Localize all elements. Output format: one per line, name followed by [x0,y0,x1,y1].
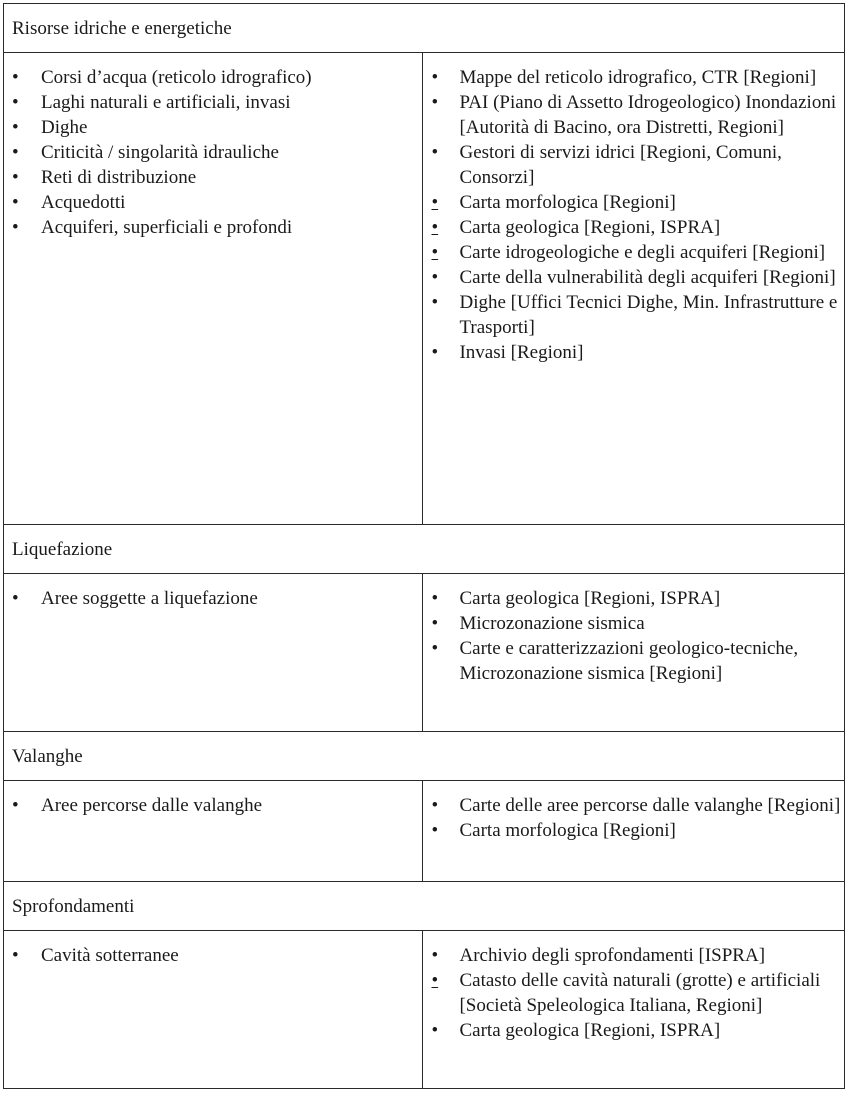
list-item [423,586,844,611]
bullet-icon: • [431,267,439,288]
list-item-text: Carta geologica [Regioni, ISPRA] [459,588,721,609]
sources-cell [423,53,845,525]
list-item-text: Carte e caratterizzazioni geologico-tecniche, Microzonazione sismica [Regioni] [459,638,799,684]
list-item-text: Microzonazione sismica [459,613,645,634]
list-item-text: Corsi d’acqua (reticolo idrografico) [41,67,312,88]
list-item [4,165,422,190]
bullet-icon: • [12,945,19,966]
list-item-text: Aree percorse dalle valanghe [41,795,263,816]
list-item [4,65,422,90]
bullet-icon: • [431,242,439,263]
section-title: Liquefazione [12,539,113,560]
list-item-text: Criticità / singolarità idrauliche [41,142,279,163]
bullet-icon: • [431,342,439,363]
list-item [4,586,422,611]
bullet-icon: • [431,192,439,213]
section-title: Valanghe [12,746,83,767]
list-item [423,968,844,1018]
section-content-row [4,53,845,525]
section-header-row [4,525,845,574]
list-item [423,943,844,968]
bullet-icon: • [431,613,439,634]
sources-list [423,931,844,1043]
bullet-icon: • [431,292,439,313]
list-item [4,215,422,240]
section-content-row [4,931,845,1089]
list-item-text: Gestori di servizi idrici [Regioni, Comuni, Consorzi] [459,142,782,188]
list-item [423,90,844,140]
list-item [4,90,422,115]
list-item [423,818,844,843]
list-item-text: Reti di distribuzione [41,167,197,188]
list-item [4,943,422,968]
list-item-text: PAI (Piano di Assetto Idrogeologico) Inondazioni [Autorità di Bacino, ora Distretti, Regioni] [459,92,837,138]
sources-cell [423,574,845,732]
bullet-icon: • [431,970,439,991]
list-item [423,240,844,265]
list-item-text: Laghi naturali e artificiali, invasi [41,92,291,113]
section-content-row [4,781,845,882]
list-item [423,215,844,240]
bullet-icon: • [12,67,19,88]
bullet-icon: • [12,588,19,609]
sources-list [423,53,844,365]
bullet-icon: • [12,117,19,138]
list-item [4,115,422,140]
list-item [423,290,844,340]
bullet-icon: • [431,1020,439,1041]
phenomena-list [4,574,422,611]
list-item-text: Carte della vulnerabilità degli acquiferi [Regioni] [459,267,836,288]
list-item [4,190,422,215]
list-item-text: Carta geologica [Regioni, ISPRA] [459,1020,721,1041]
phenomena-list [4,931,422,968]
list-item-text: Carte delle aree percorse dalle valanghe [Regioni] [459,795,841,816]
phenomena-cell [4,53,423,525]
phenomena-list [4,53,422,240]
section-content-row [4,574,845,732]
list-item [423,140,844,190]
bullet-icon: • [12,217,19,238]
bullet-icon: • [12,192,19,213]
bullet-icon: • [431,945,439,966]
list-item [423,1018,844,1043]
bullet-icon: • [431,588,439,609]
sources-cell [423,781,845,882]
data-sources-table [3,3,845,1089]
sources-cell [423,931,845,1089]
list-item [423,340,844,365]
bullet-icon: • [431,217,439,238]
list-item-text: Carte idrogeologiche e degli acquiferi [Regioni] [459,242,826,263]
list-item-text: Cavità sotterranee [41,945,179,966]
list-item-text: Archivio degli sprofondamenti [ISPRA] [459,945,766,966]
section-header-cell [4,732,845,781]
sources-list [423,781,844,843]
bullet-icon: • [431,795,439,816]
list-item-text: Acquiferi, superficiali e profondi [41,217,293,238]
list-item [4,793,422,818]
phenomena-cell [4,931,423,1089]
bullet-icon: • [431,638,439,659]
section-header-row [4,882,845,931]
section-header-cell [4,4,845,53]
list-item-text: Carta morfologica [Regioni] [459,192,676,213]
list-item [423,793,844,818]
sources-list [423,574,844,686]
bullet-icon: • [431,92,439,113]
bullet-icon: • [12,167,19,188]
list-item-text: Carta morfologica [Regioni] [459,820,676,841]
list-item-text: Dighe [41,117,88,138]
bullet-icon: • [431,142,439,163]
list-item-text: Acquedotti [41,192,126,213]
bullet-icon: • [12,92,19,113]
bullet-icon: • [431,67,439,88]
list-item-text: Mappe del reticolo idrografico, CTR [Regioni] [459,67,817,88]
list-item-text: Dighe [Uffici Tecnici Dighe, Min. Infrastrutture e Trasporti] [459,292,838,338]
list-item-text: Catasto delle cavità naturali (grotte) e artificiali [Società Speleologica Italiana, Regioni] [459,970,821,1016]
section-title: Sprofondamenti [12,896,135,917]
list-item [4,140,422,165]
phenomena-cell [4,781,423,882]
list-item [423,190,844,215]
section-header-row [4,4,845,53]
list-item [423,65,844,90]
list-item [423,611,844,636]
list-item [423,636,844,686]
section-header-cell [4,882,845,931]
bullet-icon: • [12,142,19,163]
section-header-row [4,732,845,781]
bullet-icon: • [12,795,19,816]
bullet-icon: • [431,820,439,841]
section-header-cell [4,525,845,574]
phenomena-list [4,781,422,818]
list-item-text: Aree soggette a liquefazione [41,588,258,609]
phenomena-cell [4,574,423,732]
list-item [423,265,844,290]
list-item-text: Carta geologica [Regioni, ISPRA] [459,217,721,238]
section-title: Risorse idriche e energetiche [12,18,232,39]
list-item-text: Invasi [Regioni] [459,342,584,363]
